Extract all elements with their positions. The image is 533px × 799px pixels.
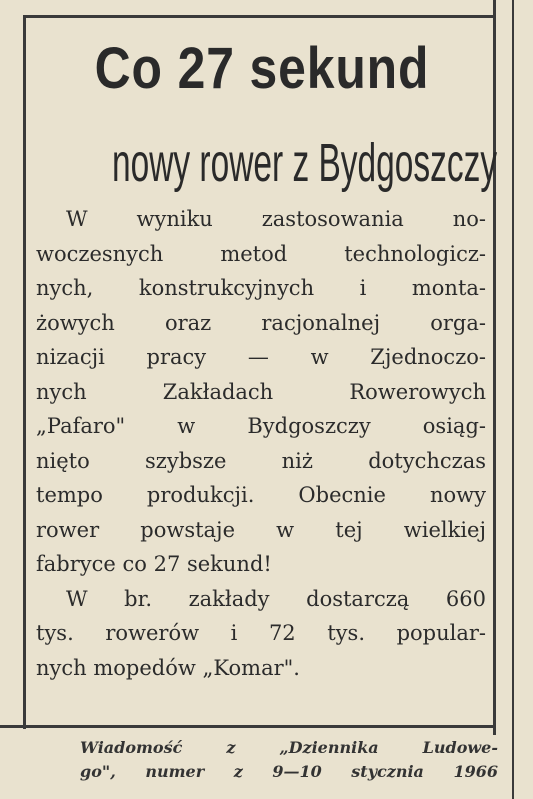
headline: Co 27 sekund bbox=[94, 36, 430, 101]
article-line: nych, konstrukcyjnych i monta- bbox=[36, 276, 486, 300]
article-body bbox=[36, 202, 486, 685]
article-line: nięto szybsze niż dotychczas bbox=[36, 448, 486, 473]
column-right-rule bbox=[512, 0, 514, 799]
article-line: tys. rowerów i 72 tys. popular- bbox=[36, 621, 486, 645]
article-line: nych mopedów „Komar". bbox=[36, 655, 300, 680]
article-line: woczesnych metod technologicz- bbox=[36, 241, 486, 266]
article-line: nizacji pracy — w Zjednoczo- bbox=[36, 345, 486, 369]
article-line: rower powstaje w tej wielkiej bbox=[36, 517, 486, 542]
article-line: żowych oraz racjonalnej orga- bbox=[36, 310, 486, 335]
subheadline: nowy rower z Bydgoszczy bbox=[111, 133, 498, 193]
article-line: fabryce co 27 sekund! bbox=[36, 552, 272, 576]
newspaper-clipping bbox=[24, 14, 500, 728]
article-line: W br. zakłady dostarczą 660 bbox=[66, 586, 486, 611]
article-line: nych Zakładach Rowerowych bbox=[36, 379, 486, 404]
article-line: W wyniku zastosowania no- bbox=[66, 207, 486, 231]
article-line: tempo produkcji. Obecnie nowy bbox=[36, 483, 486, 507]
caption-line: Wiadomość z „Dziennika Ludowe- bbox=[80, 738, 498, 757]
article-line: „Pafaro" w Bydgoszczy osiąg- bbox=[36, 414, 486, 438]
caption-line: go", numer z 9—10 stycznia 1966 bbox=[80, 762, 498, 781]
source-caption bbox=[80, 736, 498, 784]
